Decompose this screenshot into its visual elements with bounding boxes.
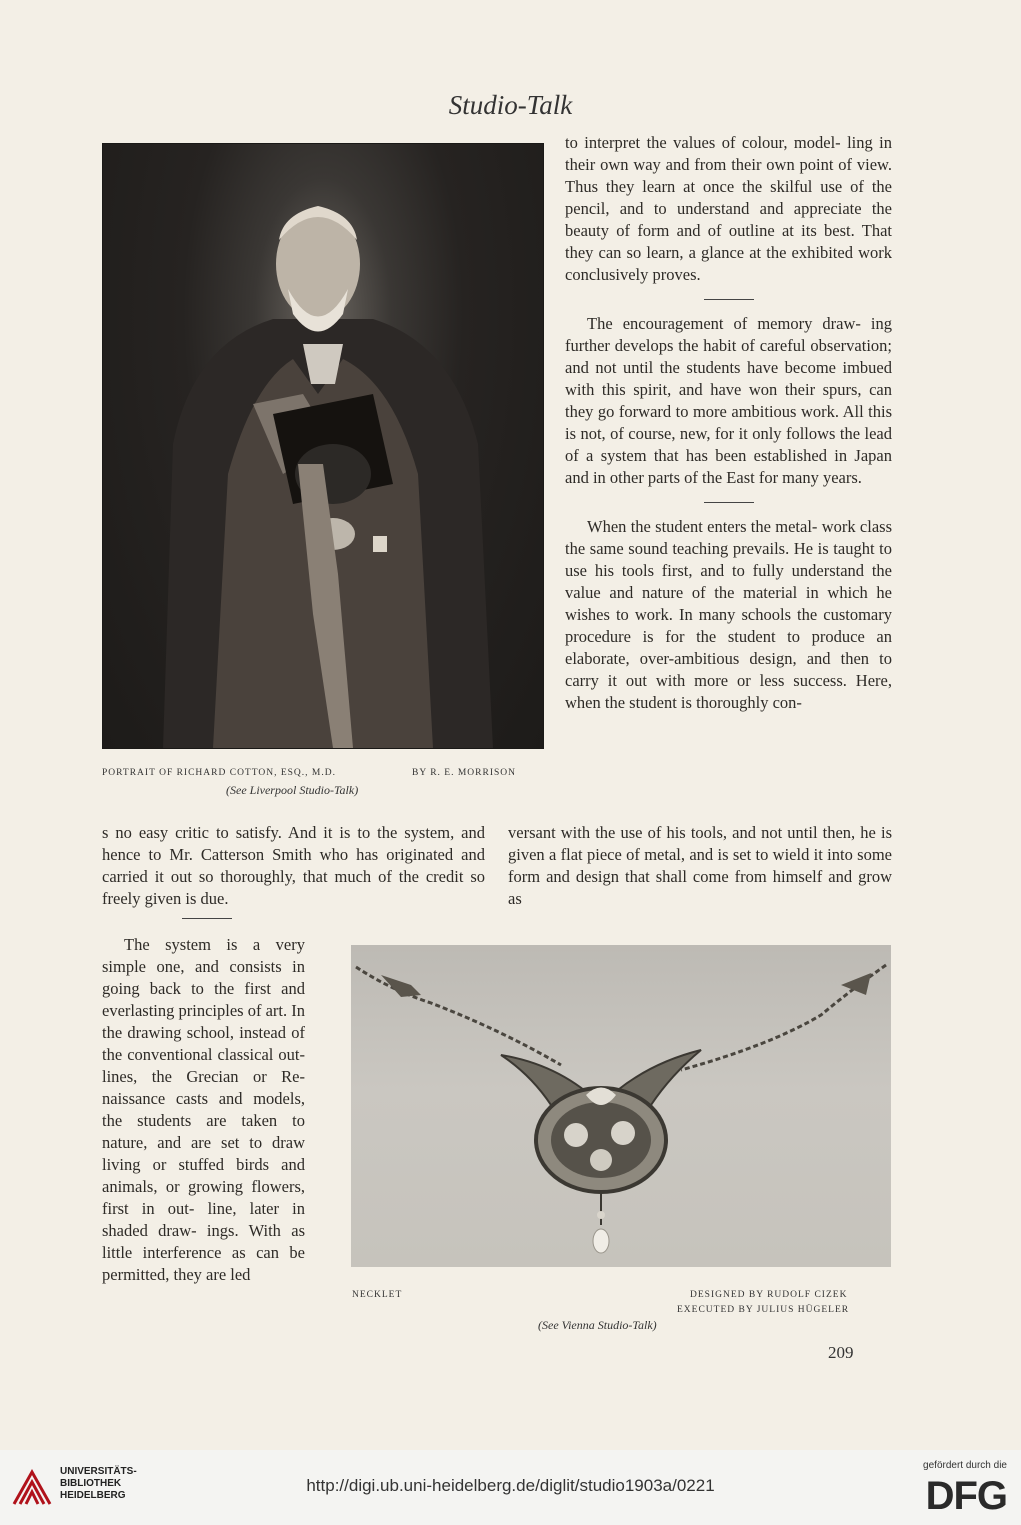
paragraph: When the student enters the metal- work class the same sound teaching prevails. He is taught to use his tools first, and to fully understand the value and nature of the material in which he wishes to work. In many schools the customary procedure is for the student to produce an elaborate, over-ambitious design, and then to carry it out with more or less success. Here, when the student is thoroughly con-	[565, 517, 892, 712]
portrait-photograph	[102, 143, 544, 749]
paragraph: to interpret the values of colour, model- ling in their own way and from their own point of view. Thus they learn at once the skilful use of the pencil, and to understand and appreciate the beauty of form and of outline at its best. That they can so learn, a glance at the exhibited work conclusively proves.	[565, 133, 892, 284]
necklet-caption-maker: EXECUTED BY JULIUS HÜGELER	[677, 1305, 850, 1315]
mid-left-text: s no easy critic to satisfy. And it is to the system, and hence to Mr. Catterson Smith who has originated and carried it out so thoroughly, that much of the credit so freely given is due.	[102, 823, 485, 908]
portrait-caption-title: PORTRAIT OF RICHARD COTTON, ESQ., M.D.	[102, 768, 336, 778]
portrait-caption-artist: BY R. E. MORRISON	[412, 768, 517, 778]
footer-bar	[0, 1450, 1021, 1525]
necklet-caption-reference: (See Vienna Studio-Talk)	[538, 1318, 657, 1332]
necklet-caption-label: NECKLET	[352, 1290, 403, 1300]
portrait-caption-reference: (See Liverpool Studio-Talk)	[226, 783, 359, 797]
paragraph: The encouragement of memory draw- ing further develops the habit of careful observation; and not until the students have become imbued with this spirit, and have won their spurs, can they go forward to more ambitious work. All this is not, of course, new, for it only follows the lead of a system that has been established in Japan and in other parts of the East for many years.	[565, 314, 892, 487]
mid-right-text: versant with the use of his tools, and not until then, he is given a flat piece of metal, and is set to wield it into some form and design that shall come from himself and grow as	[508, 823, 892, 908]
section-divider	[704, 502, 754, 503]
section-divider	[704, 299, 754, 300]
running-head: Studio-Talk	[448, 90, 573, 120]
permalink-url[interactable]: http://digi.ub.uni-heidelberg.de/diglit/studio1903a/0221	[306, 1476, 715, 1495]
funding-note: gefördert durch die	[923, 1460, 1007, 1471]
necklet-photograph	[351, 945, 891, 1267]
lower-left-text	[102, 934, 305, 1286]
library-name: UNIVERSITÄTS- BIBLIOTHEK HEIDELBERG	[60, 1466, 137, 1501]
paragraph: The system is a very simple one, and consists in going back to the first and everlasting principles of art. In the drawing school, instead of the conventional classical out- lines, the Grecian or Re- naissance casts and models, the students are taken to nature, and are set to draw living or stuffed birds and animals, or growing flowers, first in out- line, later in shaded draw- ings. With as little interference as can be permitted, they are led	[102, 935, 305, 1284]
section-divider	[182, 918, 232, 919]
right-column-text	[565, 132, 892, 714]
page-number: 209	[828, 1343, 854, 1362]
necklet-caption-designer: DESIGNED BY RUDOLF CIZEK	[690, 1290, 848, 1300]
dfg-logo: DFG	[925, 1474, 1007, 1518]
